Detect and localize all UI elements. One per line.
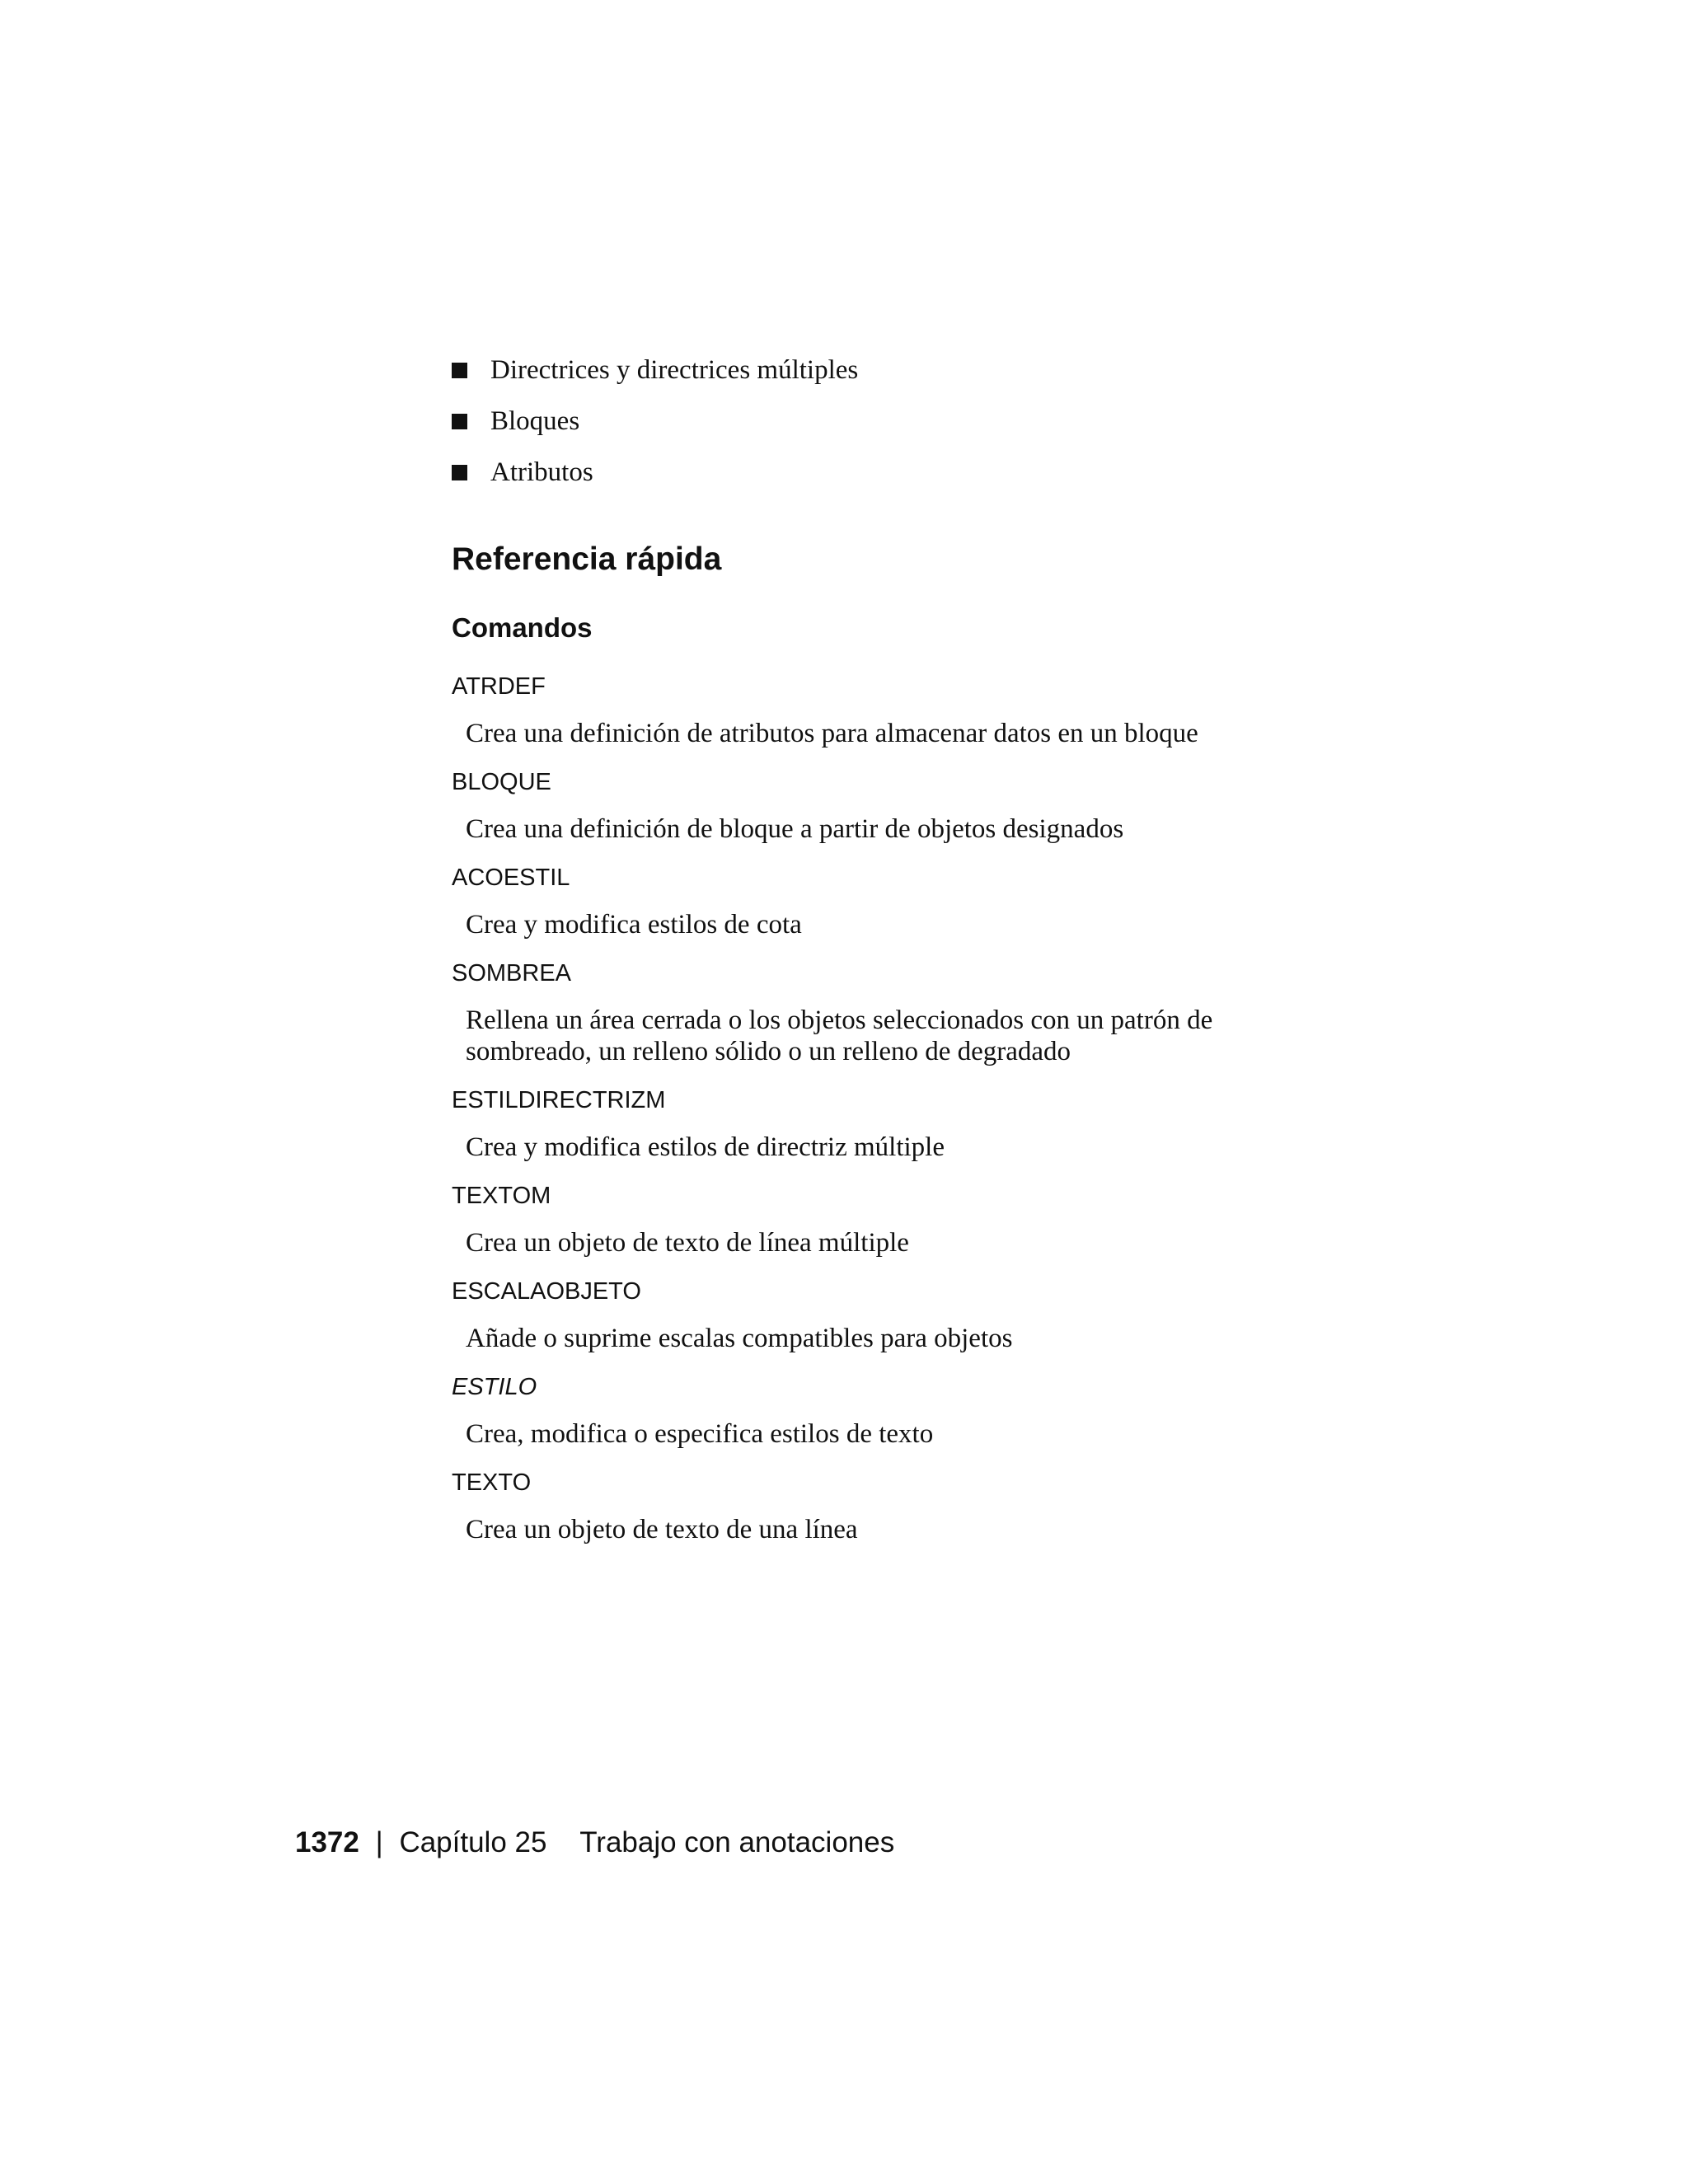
- bullet-text: Directrices y directrices múltiples: [490, 355, 859, 385]
- bullet-item: [452, 396, 858, 447]
- command-description: Crea y modifica estilos de cota: [466, 910, 802, 940]
- command-description: Añade o suprime escalas compatibles para objetos: [466, 1324, 1013, 1353]
- command-description: Crea un objeto de texto de línea múltiple: [466, 1228, 909, 1258]
- command-name: ESCALAOBJETO: [452, 1278, 641, 1305]
- bullet-item: [452, 344, 858, 396]
- command-name: TEXTO: [452, 1469, 532, 1496]
- command-description: Crea, modifica o especifica estilos de texto: [466, 1419, 934, 1449]
- command-name: ATRDEF: [452, 673, 546, 700]
- subsection-title: Comandos: [452, 612, 593, 643]
- command-name: ESTILDIRECTRIZM: [452, 1087, 666, 1113]
- command-list: [452, 670, 1317, 1562]
- command-name: ACOESTIL: [452, 865, 570, 891]
- page-footer: [295, 1825, 894, 1861]
- square-bullet-icon: [452, 465, 467, 480]
- square-bullet-icon: [452, 363, 467, 378]
- bullet-item: [452, 447, 858, 498]
- command-name: ESTILO: [452, 1374, 537, 1400]
- square-bullet-icon: [452, 414, 467, 429]
- command-description: Rellena un área cerrada o los objetos seleccionados con un patrón de sombreado, un relleno sólido o un relleno de degradado: [466, 1005, 1213, 1066]
- section-title: Referencia rápida: [452, 541, 722, 577]
- command-description: Crea una definición de atributos para almacenar datos en un bloque: [466, 719, 1198, 748]
- chapter-title: Trabajo con anotaciones: [579, 1826, 895, 1858]
- command-description: Crea una definición de bloque a partir de objetos designados: [466, 814, 1124, 844]
- page-number: 1372: [295, 1826, 359, 1858]
- chapter-label: Capítulo 25: [399, 1826, 547, 1858]
- command-description: Crea un objeto de texto de una línea: [466, 1515, 858, 1544]
- bullet-text: Atributos: [490, 457, 593, 487]
- footer-separator: |: [375, 1826, 383, 1858]
- command-name: TEXTOM: [452, 1183, 551, 1209]
- bullet-text: Bloques: [490, 406, 580, 436]
- bullet-list: [452, 344, 858, 498]
- command-name: SOMBREA: [452, 960, 572, 987]
- command-description: Crea y modifica estilos de directriz múltiple: [466, 1132, 945, 1162]
- command-name: BLOQUE: [452, 769, 551, 795]
